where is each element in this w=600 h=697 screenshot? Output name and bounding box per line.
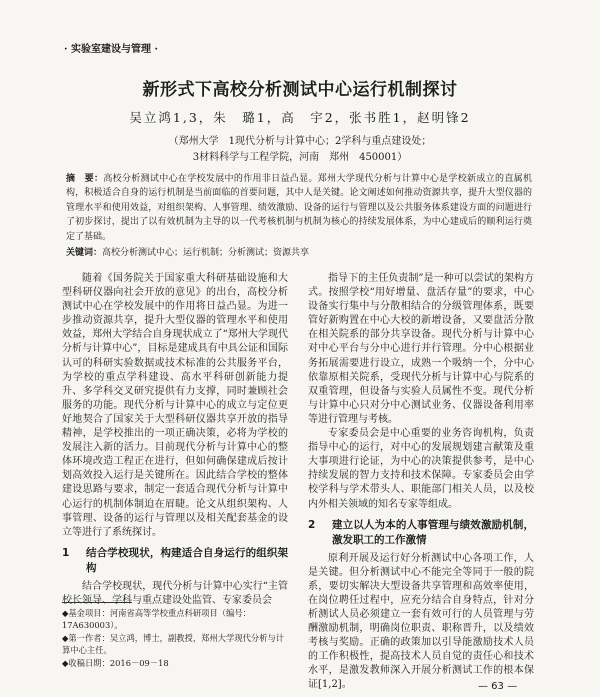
footnote-received: ◆收稿日期：2016－09－18 <box>62 657 169 668</box>
page-number: — 63 — <box>478 681 518 692</box>
abstract-label: 摘 要： <box>66 174 104 184</box>
paper-title: 新形式下高校分析测试中心运行机制探讨 <box>142 80 458 100</box>
footnote-author: ◆第一作者：吴立鸿，博士，副教授，郑州大学现代分析与计算中心主任。 <box>62 632 285 656</box>
section-heading-1 <box>62 546 288 576</box>
keywords-text: 高校分析测试中心；运行机制；分析测试；资源共享 <box>102 248 310 258</box>
body-paragraph: 原利开展及运行好分析测试中心各项工作，人是关键。但分析测试中心不能完全等同于一般的院系，要切实解决大型设备共享管理和高效率使用，在岗位聘任过程中，应充分结合自身特点，针对分析测试人员必须建立一套有效可行的人员管理与劳酬激励机制，明确岗位职责、职称晋升，以及绩效考核与奖励。正确的政策加以引导能激励技术人员的工作积极性，提高技术人员自觉的责任心和技术水平，是激发教师深入开展分析测试工作的根本保证[1,2]。 <box>308 552 534 691</box>
body-paragraph: 结合学校现状，现代分析与计算中心实行“主管校长领导、学科与重点建设处监管、专家委员会 <box>62 580 288 606</box>
author-list: 吴立鸿1,3，朱 璐1，高 宇2，张书胜1，赵明锋2 <box>129 110 471 125</box>
footnote-fund: ◆基金项目：河南省高等学校重点科研项目（编号：17A630003）。 <box>62 608 251 631</box>
body-paragraph: 专家委员会是中心重要的业务咨询机构，负责指导中心的运行，对中心的发展规划建言献策及重大事项进行论证，为中心的决策提供参考，是中心持续发展的智力支持和技术保障。专家委员会由学校学科与学术带头人、职能部门相关人员，以及校内外相关领域的知名专家等组成。 <box>308 428 534 510</box>
body-paragraph: 指导下的主任负责制”是一种可以尝试的架构方式。按照学校“用好增量、盘活存量”的要求，中心设备实行集中与分散相结合的分级管理体系，既要管好新购置在中心大校的新增设备，又要盘活分散在相关院系的部分共享设备。现代分析与计算中心对中心平台与分中心进行并行管理。分中心根据业务拓展需要进行设立，成熟一个吸纳一个，分中心依靠原相关院系，受现代分析与计算中心与院系的双重管理，但设备与实验人员属性不变。现代分析与计算中心只对分中心测试业务、仪器设备利用率等进行管理与考核。 <box>308 273 534 425</box>
section-number: 2 <box>308 518 316 531</box>
section-title: 建立以人为本的人事管理与绩效激励机制，激发职工的工作激情 <box>332 518 534 546</box>
section-number: 1 <box>62 546 70 559</box>
keywords <box>66 245 532 258</box>
affiliation-line-2: 3材料科学与工程学院，河南 郑州 450001） <box>192 152 408 163</box>
footnotes <box>62 607 288 669</box>
keywords-label: 关键词： <box>66 248 103 258</box>
body-paragraph: 随着《国务院关于国家重大科研基础设施和大型科研仪器向社会开放的意见》的出台，高校分析测试中心在学校发展中的作用将日益凸显。为进一步推动资源共享，提升大型仪器的管理水平和使用效益，郑州大学结合自身现状成立了“郑州大学现代分析与计算中心”，目标是建成具有中具公证和国际认可的科研实验数据或技术标准的公共服务平台，为学校的重点学科建设、高水平科研创新能力提升、多学科交叉研究提供有力支撑，同时兼顾社会服务的功能。现代分析与计算中心的成立与定位更好地契合了国家关于大型科研仪器共享开放的指导精神，是学校推出的一项正确决策，必将为学校的发展注入新的活力。目前现代分析与计算中心的整体环境改造工程正在进行，但如何确保建成后按计划高效投入运行是关键所在。因此结合学校的整体建设思路与要求，制定一套适合现代分析与计算中心运行的机制体制迫在眉睫。论文从组织架构、人事管理、设备的运行与管理以及相关配套基金的设立等进行了系统探讨。 <box>62 273 288 538</box>
footnote-divider <box>62 602 132 603</box>
affiliation-line-1: （郑州大学 1现代分析与计算中心；2学科与重点建设处； <box>168 136 432 147</box>
abstract <box>66 172 532 244</box>
left-column <box>62 272 288 608</box>
section-heading-2 <box>308 518 534 548</box>
section-title: 结合学校现状，构建适合自身运行的组织架构 <box>86 546 288 574</box>
abstract-text: 高校分析测试中心在学校发展中的作用非日益凸显。郑州大学现代分析与计算中心是学校新成立的直属机构，积极适合自身的运行机制是当前面临的首要问题，其中人是关键。论文阐述如何推动资源共享，提升大型仪器的管理水平和使用效益，对组织架构、人事管理、绩效激励、设备的运行与管理以及公共服务体系建设方面的问题进行了初步探讨，提出了以有效机制为主导的以一代考核机制与机制为核心的持续发展体系，为中心建成后的顺利运行奠定了基础。 <box>66 174 532 242</box>
section-tag: · 实验室建设与管理 · <box>64 44 158 55</box>
right-column <box>308 272 534 693</box>
